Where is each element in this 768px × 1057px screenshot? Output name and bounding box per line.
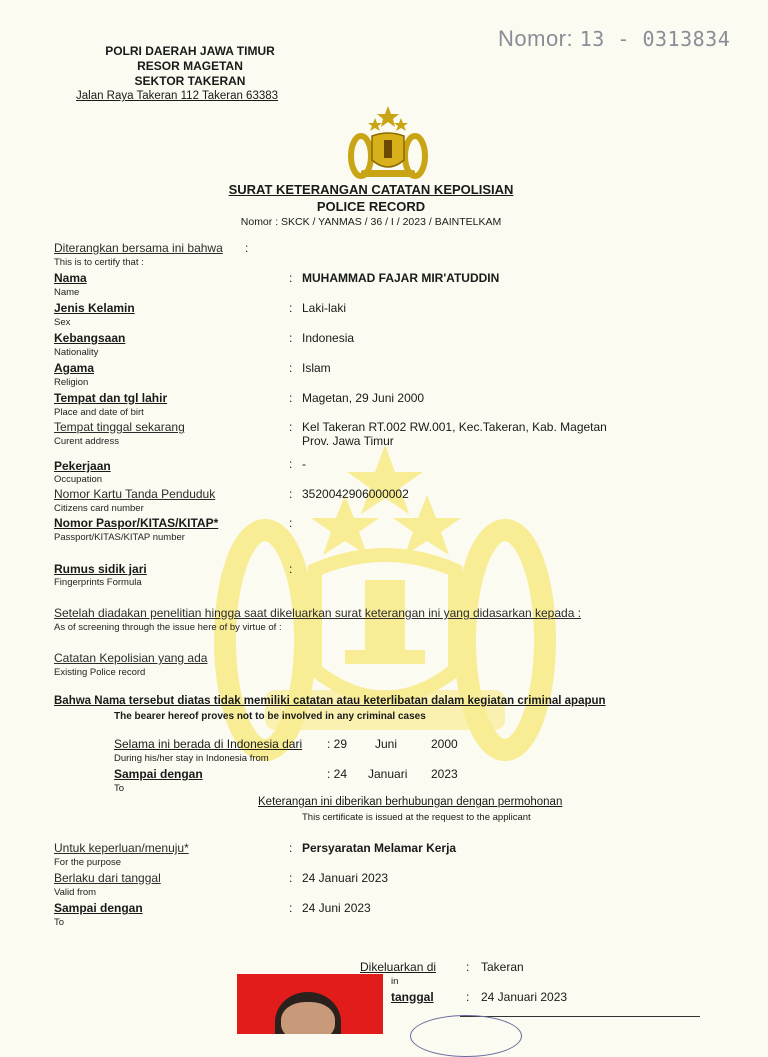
field-colon: : <box>289 841 293 855</box>
serial-prefix: Nomor: <box>498 26 574 51</box>
field-colon: : <box>289 562 293 576</box>
document-title-en: POLICE RECORD <box>316 199 426 214</box>
stay-from-en: During his/her stay in Indonesia from <box>114 753 269 764</box>
field-label-id-card: Nomor Kartu Tanda Penduduk <box>54 487 216 501</box>
field-value-birth: Magetan, 29 Juni 2000 <box>302 391 425 405</box>
field-colon: : <box>289 301 293 315</box>
document-title: SURAT KETERANGAN CATATAN KEPOLISIAN <box>228 182 514 197</box>
serial-value: 13 - 0313834 <box>579 27 731 51</box>
intro-label: Diterangkan bersama ini bahwa <box>54 241 223 255</box>
stay-to-month: Januari <box>368 767 408 781</box>
letterhead-address: Jalan Raya Takeran 112 Takeran 63383 <box>76 90 279 102</box>
field-label-fingerprint: Rumus sidik jari <box>54 562 147 576</box>
field-en-passport: Passport/KITAS/KITAP number <box>54 532 185 543</box>
field-label-sex: Jenis Kelamin <box>54 301 135 315</box>
field-value-religion: Islam <box>302 361 331 375</box>
field-value-address-line2: Prov. Jawa Timur <box>302 434 394 448</box>
statement-en: The bearer hereof proves not to be involved in any criminal cases <box>114 711 426 722</box>
stay-from-day: : 29 <box>327 737 348 751</box>
screening-text: Setelah diadakan penelitian hingga saat dikeluarkan surat keterangan ini yang didasarkan kepada : <box>54 606 582 620</box>
stay-to-day: : 24 <box>327 767 348 781</box>
field-label-occupation: Pekerjaan <box>54 459 111 473</box>
valid-from-value: 24 Januari 2023 <box>302 871 389 885</box>
issued-place-value: Takeran <box>481 960 524 974</box>
field-colon: : <box>289 487 293 501</box>
field-en-id-card: Citizens card number <box>54 503 144 514</box>
issued-place-label: Dikeluarkan di <box>360 960 437 974</box>
purpose-label: Untuk keperluan/menuju* <box>54 841 189 855</box>
field-en-nationality: Nationality <box>54 347 99 358</box>
issued-colon: : <box>466 960 470 974</box>
signature-line <box>460 1016 700 1017</box>
field-value-nationality: Indonesia <box>302 331 355 345</box>
letterhead-line1: POLRI DAERAH JAWA TIMUR <box>105 44 275 58</box>
intro-en: This is to certify that : <box>54 257 144 268</box>
field-en-address: Curent address <box>54 436 119 447</box>
field-value-id-card: 3520042906000002 <box>302 487 409 501</box>
field-value-sex: Laki-laki <box>302 301 347 315</box>
stay-to-label: Sampai dengan <box>114 767 203 781</box>
field-en-birth: Place and date of birt <box>54 407 144 418</box>
field-label-name: Nama <box>54 271 87 285</box>
field-en-religion: Religion <box>54 377 89 388</box>
intro-colon: : <box>245 241 249 255</box>
request-en: This certificate is issued at the request to the applicant <box>302 812 531 823</box>
record-en: Existing Police record <box>54 667 146 678</box>
stay-to-year: 2023 <box>431 767 458 781</box>
request-text: Keterangan ini diberikan berhubungan dengan permohonan <box>258 796 563 808</box>
screening-en: As of screening through the issue here of by virtue of : <box>54 622 282 633</box>
stay-from-month: Juni <box>375 737 398 751</box>
field-colon: : <box>289 901 293 915</box>
record-label: Catatan Kepolisian yang ada <box>54 651 208 665</box>
valid-from-label: Berlaku dari tanggal <box>54 871 161 885</box>
applicant-photo <box>237 974 383 1034</box>
stay-from-year: 2000 <box>431 737 458 751</box>
issued-colon: : <box>466 990 470 1004</box>
letterhead-line3: SEKTOR TAKERAN <box>134 74 246 88</box>
field-colon: : <box>289 331 293 345</box>
field-value-name: MUHAMMAD FAJAR MIR'ATUDDIN <box>302 271 500 285</box>
valid-to-label: Sampai dengan <box>54 901 143 915</box>
purpose-value: Persyaratan Melamar Kerja <box>302 841 457 855</box>
valid-to-value: 24 Juni 2023 <box>302 901 371 915</box>
valid-to-en: To <box>54 917 65 928</box>
document-number: Nomor : SKCK / YANMAS / 36 / I / 2023 / BAINTELKAM <box>240 216 502 228</box>
field-colon: : <box>289 391 293 405</box>
field-colon: : <box>289 361 293 375</box>
field-label-address: Tempat tinggal sekarang <box>54 420 185 434</box>
police-emblem-logo <box>345 104 431 180</box>
field-colon: : <box>289 871 293 885</box>
issued-place-en: in <box>391 976 399 987</box>
field-en-occupation: Occupation <box>54 474 103 485</box>
field-en-sex: Sex <box>54 317 71 328</box>
field-colon: : <box>289 420 293 434</box>
statement-text: Bahwa Nama tersebut diatas tidak memiliki catatan atau keterlibatan dalam kegiatan criminal apapun <box>54 695 606 707</box>
serial-number <box>498 26 730 52</box>
field-label-nationality: Kebangsaan <box>54 331 126 345</box>
valid-from-en: Valid from <box>54 887 97 898</box>
field-en-fingerprint: Fingerprints Formula <box>54 577 142 588</box>
field-colon: : <box>289 516 293 530</box>
field-value-address: Kel Takeran RT.002 RW.001, Kec.Takeran, Kab. Magetan <box>302 420 607 434</box>
field-label-passport: Nomor Paspor/KITAS/KITAP* <box>54 516 219 530</box>
purpose-en: For the purpose <box>54 857 122 868</box>
official-stamp <box>410 1015 522 1057</box>
issued-date-value: 24 Januari 2023 <box>481 990 568 1004</box>
field-en-name: Name <box>54 287 80 298</box>
stay-from-label: Selama ini berada di Indonesia dari <box>114 737 303 751</box>
field-label-birth: Tempat dan tgl lahir <box>54 391 168 405</box>
issued-date-label: tanggal <box>391 990 434 1004</box>
stay-to-en: To <box>114 783 125 794</box>
field-colon: : <box>289 271 293 285</box>
letterhead-line2: RESOR MAGETAN <box>137 59 243 73</box>
field-colon: : <box>289 457 293 471</box>
field-label-religion: Agama <box>54 361 95 375</box>
field-value-occupation: - <box>302 457 306 471</box>
